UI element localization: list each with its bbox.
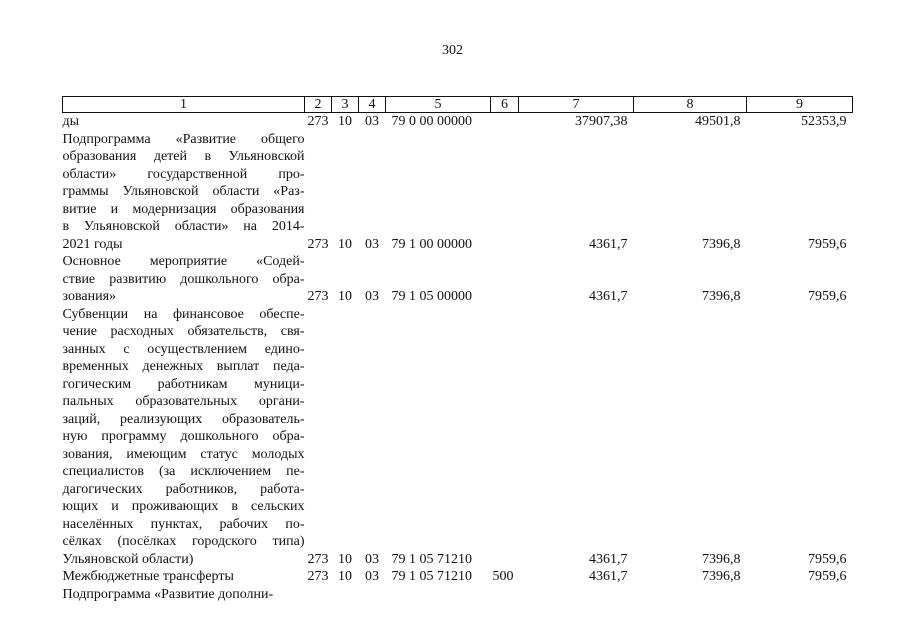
- row-name-line: в Ульяновской области» на 2014-: [62, 219, 305, 234]
- row-name-line: ды: [62, 114, 80, 129]
- row-cell-3: 10: [338, 569, 352, 584]
- header-cell-3: 3: [332, 97, 359, 113]
- row-cell-4: [359, 586, 386, 604]
- row-cell-3: [332, 586, 359, 604]
- row-name-line: занных с осуществлением едино-: [62, 341, 305, 357]
- row-name-line: ную программу дошкольного обра-: [62, 429, 305, 444]
- table-row: [63, 306, 853, 569]
- row-cell-6: [491, 306, 519, 569]
- row-cell-8: 7396,8: [702, 569, 741, 584]
- row-name-line: области» государственной про-: [62, 166, 305, 182]
- row-name-line: специалистов (за исключением пе-: [62, 464, 305, 479]
- row-cell-6: [491, 131, 519, 254]
- row-cell-7: 4361,7: [589, 236, 628, 252]
- row-name-line: Межбюджетные трансферты: [62, 569, 234, 584]
- row-cell-7: 4361,7: [589, 289, 628, 304]
- row-name-line: ющих и проживающих в сельских: [62, 499, 305, 514]
- row-name-line: дагогических работников, работа-: [62, 481, 305, 497]
- row-cell-6: [491, 113, 519, 131]
- row-cell-4: 03: [365, 551, 379, 567]
- header-cell-6: 6: [491, 97, 519, 113]
- row-name-cell: [63, 253, 305, 306]
- row-name-line: образования детей в Ульяновской: [62, 149, 305, 164]
- row-name-line: чение расходных обязательств, свя-: [62, 324, 305, 339]
- row-cell-7: [519, 586, 634, 604]
- row-cell-9: 7959,6: [808, 289, 847, 304]
- header-cell-2: 2: [305, 97, 332, 113]
- row-cell-9: 7959,6: [808, 551, 847, 567]
- header-cell-9: 9: [747, 97, 853, 113]
- row-name-line: временных денежных выплат педа-: [62, 359, 305, 374]
- row-name-line: граммы Ульяновской области «Раз-: [62, 184, 305, 199]
- row-name-cell: [63, 586, 305, 604]
- row-cell-8: 49501,8: [695, 114, 741, 129]
- row-cell-5: 79 1 05 71210: [391, 569, 472, 584]
- header-cell-8: 8: [634, 97, 747, 113]
- row-cell-3: 10: [338, 289, 352, 304]
- row-cell-8: 7396,8: [702, 289, 741, 304]
- row-name-cell: [63, 131, 305, 254]
- row-cell-2: [305, 586, 332, 604]
- row-name-line: сёлках (посёлках городского типа): [62, 534, 305, 549]
- header-cell-7: 7: [519, 97, 634, 113]
- row-name-line: зования»: [62, 289, 117, 304]
- row-cell-6: [491, 586, 519, 604]
- row-name-line: Подпрограмма «Развитие дополни-: [62, 586, 274, 602]
- row-cell-6: 500: [492, 569, 514, 584]
- row-cell-5: 79 1 05 71210: [391, 551, 472, 567]
- row-name-cell: [63, 568, 305, 586]
- row-cell-5: 79 1 00 00000: [391, 236, 472, 252]
- table-row: [63, 113, 853, 131]
- row-name-cell: [63, 306, 305, 569]
- row-name-cell: [63, 113, 305, 131]
- row-cell-3: 10: [338, 114, 352, 129]
- row-cell-8: 7396,8: [702, 236, 741, 252]
- row-cell-6: [491, 253, 519, 306]
- table-row: [63, 131, 853, 254]
- row-name-line: пальных образовательных органи-: [62, 394, 305, 409]
- row-cell-4: 03: [365, 569, 379, 584]
- row-cell-2: 273: [307, 569, 329, 584]
- row-name-line: гогическим работникам муници-: [62, 376, 305, 392]
- row-cell-7: 4361,7: [589, 551, 628, 567]
- row-cell-2: 273: [307, 114, 329, 129]
- row-name-line: населённых пунктах, рабочих по-: [62, 516, 305, 532]
- table-row: [63, 253, 853, 306]
- row-cell-9: 7959,6: [808, 569, 847, 584]
- row-cell-4: 03: [365, 289, 379, 304]
- row-cell-2: 273: [307, 551, 329, 567]
- row-name-line: ствие развитию дошкольного обра-: [62, 271, 305, 287]
- row-cell-9: 52353,9: [801, 114, 847, 129]
- row-cell-2: 273: [307, 236, 329, 252]
- header-cell-1: 1: [63, 97, 305, 113]
- row-cell-2: 273: [307, 289, 329, 304]
- header-cell-5: 5: [386, 97, 491, 113]
- row-name-line: 2021 годы: [62, 236, 123, 252]
- row-cell-9: [747, 586, 853, 604]
- row-name-line: Подпрограмма «Развитие общего: [62, 131, 305, 147]
- row-cell-7: 37907,38: [575, 114, 628, 129]
- row-name-line: зования, имеющим статус молодых: [62, 446, 305, 462]
- row-name-line: Основное мероприятие «Содей-: [62, 254, 305, 269]
- row-cell-5: 79 0 00 00000: [391, 114, 472, 129]
- row-cell-9: 7959,6: [808, 236, 847, 252]
- row-name-line: витие и модернизация образования: [62, 201, 305, 217]
- row-cell-4: 03: [365, 114, 379, 129]
- row-cell-7: 4361,7: [589, 569, 628, 584]
- row-cell-3: 10: [338, 236, 352, 252]
- row-name-line: заций, реализующих образователь-: [62, 411, 305, 427]
- row-cell-5: [386, 586, 491, 604]
- row-cell-5: 79 1 05 00000: [391, 289, 472, 304]
- row-cell-8: 7396,8: [702, 551, 741, 567]
- table-header-row: [63, 97, 853, 113]
- header-cell-4: 4: [359, 97, 386, 113]
- row-cell-3: 10: [338, 551, 352, 567]
- budget-table: [62, 96, 853, 603]
- table-row: [63, 586, 853, 604]
- row-name-line: Субвенции на финансовое обеспе-: [62, 306, 305, 322]
- row-cell-4: 03: [365, 236, 379, 252]
- page-number: 302: [442, 43, 463, 58]
- row-name-line: Ульяновской области): [62, 551, 194, 567]
- table-row: [63, 568, 853, 586]
- row-cell-8: [634, 586, 747, 604]
